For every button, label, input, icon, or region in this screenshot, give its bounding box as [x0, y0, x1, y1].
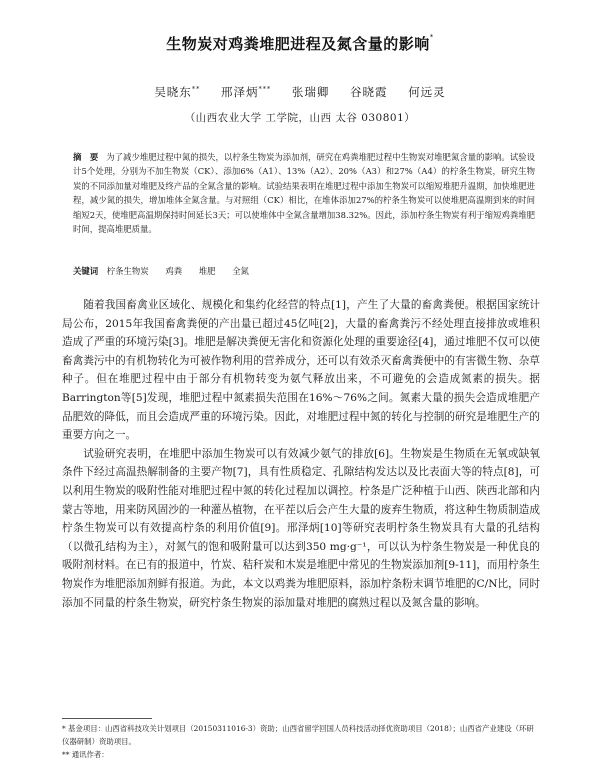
footnote-funding: * 基金项目：山西省科技攻关计划项目（20150311016-3）资助；山西省留学回国人员科技活动择优资助项目（2018）；山西省产业建设（环研仪器研制）资助项目。: [62, 724, 534, 746]
author: 何远灵: [408, 85, 446, 99]
body-paragraph: 随着我国畜禽业区域化、规模化和集约化经营的特点[1]，产生了大量的畜禽粪便。根据国家统计局公布，2015年我国畜禽粪便的产出量已超过45亿吨[2]，大量的畜禽粪污不经处理直接排放或堆积造成了严重的环境污染[3]。堆肥是解决粪便无害化和资源化处理的重要途径[4]，通过堆肥不仅可以使畜禽粪污中的有机物转化为可被作物利用的营养成分，还可以有效杀灭畜禽粪便中的有害微生物、杂草种子。但在堆肥过程中由于部分有机物转变为氨气释放出来，不可避免的会造成氮素的损失。据Barrington等[5]发现，堆肥过程中氮素损失范围在16%～76%之间。氮素大量的损失会造成堆肥产品肥效的降低，而且会造成严重的环境污染。因此，对堆肥过程中氮的转化与控制的研究是堆肥生产的重要方向之一。: [62, 299, 540, 442]
keyword: 堆肥: [198, 266, 216, 276]
title-text: 生物炭对鸡粪堆肥进程及氮含量的影响: [166, 35, 430, 53]
footnotes: [62, 722, 540, 761]
footnote-divider: [62, 718, 152, 719]
author: 吴晓东**: [154, 85, 201, 99]
keywords: [73, 264, 535, 278]
keyword: 柠条生物炭: [106, 266, 149, 276]
author: 张瑞卿: [291, 85, 330, 99]
keyword: 鸡粪: [165, 266, 183, 276]
footnote-corresponding: ** 通讯作者：: [62, 750, 109, 759]
body-paragraph: 试验研究表明，在堆肥中添加生物炭可以有效减少氨气的排放[6]。生物炭是生物质在无氧或缺氧条件下经过高温热解制备的主要产物[7]，具有性质稳定、孔隙结构发达以及比表面大等的特点[8]，可以利用生物炭的吸附性能对堆肥过程中氮的转化过程加以调控。柠条是广泛种植于山西、陕西北部和内蒙古等地，用来防风固沙的一种灌丛植物，在平茬以后会产生大量的废弃生物质，将这种生物质制造成柠条生物炭可以有效提高柠条的利用价值[9]。邢泽炳[10]等研究表明柠条生物炭具有大量的孔结构（以微孔结构为主），对氮气的饱和吸附量可以达到350 mg·g⁻¹，可以认为柠条生物炭是一种优良的吸附剂材料。在已有的报道中，竹炭、秸秆炭和木炭是堆肥中常见的生物炭添加剂[9-11]，而用柠条生物炭作为堆肥添加剂鲜有报道。为此，本文以鸡粪为堆肥原料，添加柠条粉末调节堆肥的C/N比，同时添加不同量的柠条生物炭，研究柠条生物炭的添加量对堆肥的腐熟过程以及氮含量的影响。: [62, 447, 540, 609]
title-footnote-marker: *: [429, 33, 434, 41]
keyword: 全氮: [232, 266, 249, 276]
author: 谷晓霞: [350, 85, 388, 99]
author: 邢泽炳***: [220, 85, 272, 99]
affiliation: （山西农业大学 工学院，山西 太谷 030801）: [184, 112, 416, 124]
abstract-text: 为了减少堆肥过程中氮的损失，以柠条生物炭为添加剂，研究在鸡粪堆肥过程中生物炭对堆肥氮含量的影响。试验设计5个处理，分别为不加生物炭（CK）、添加6%（A1）、13%（A2）、20%（A3）和27%（A4）的柠条生物炭，研究生物炭的不同添加量对堆肥及终产品的全氮含量的影响。试验结果表明在堆肥过程中添加生物炭可以缩短堆肥升温期，加快堆肥进程，减少氮的损失，增加堆体全氮含量。与对照组（CK）相比，在堆体添加27%的柠条生物炭可以使堆肥高温期到来的时间缩短2天，使堆肥高温期保持时间延长3天；可以使堆体中全氮含量增加38.32%。因此，添加柠条生物炭有利于缩短鸡粪堆肥时间，提高堆肥质量。: [73, 152, 536, 235]
body-text: [62, 296, 540, 612]
author-list: [0, 84, 600, 100]
paper-title: [0, 33, 600, 54]
abstract-label: 摘 要: [73, 152, 99, 162]
keywords-label: 关键词: [73, 266, 99, 276]
abstract: [73, 150, 535, 236]
